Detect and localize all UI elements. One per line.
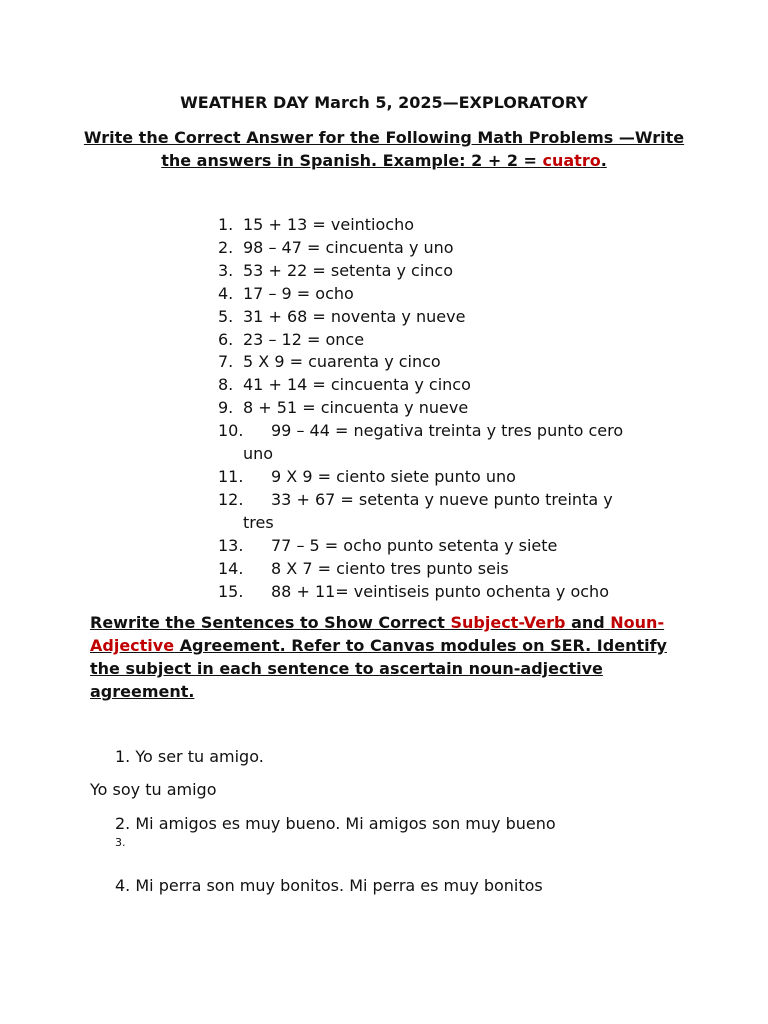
item-number: 4. — [218, 283, 234, 303]
math-instructions-text: Write the Correct Answer for the Following Math Problems —Write the answers in Spanish. Example: 2 + 2 = — [83, 128, 685, 170]
item-text: 15 + 13 = veintiocho — [243, 215, 415, 234]
sentence-instructions — [90, 611, 690, 703]
item-text: 77 – 5 = ocho punto setenta y siete — [271, 535, 558, 555]
list-item — [218, 351, 688, 374]
item-text: 23 – 12 = once — [243, 329, 365, 349]
item-number: 5. — [218, 306, 234, 326]
item-number: 8. — [218, 375, 234, 395]
list-item — [218, 306, 688, 329]
list-item — [218, 420, 688, 466]
item-text: 5 X 9 = cuarenta y cinco — [243, 352, 441, 372]
sentence-instructions-and: and — [565, 613, 611, 632]
list-item — [218, 329, 688, 352]
item-number: 1. — [218, 215, 234, 234]
math-problem-list — [218, 214, 688, 603]
item-text: 31 + 68 = noventa y nueve — [243, 306, 466, 326]
list-item — [218, 397, 688, 420]
noun-adjective-term: Noun-Adjective — [90, 613, 665, 655]
item-text: 33 + 67 = setenta y nueve punto treinta y — [271, 489, 613, 509]
sentence-1: 1. Yo ser tu amigo. — [115, 747, 264, 766]
sentence-2: 2. Mi amigos es muy bueno. Mi amigos son muy bueno — [115, 814, 556, 833]
answer-1: Yo soy tu amigo — [90, 780, 217, 799]
list-item — [218, 581, 688, 604]
sentence-3: 3. — [115, 836, 126, 849]
sentence-instructions-text: Rewrite the Sentences to Show Correct — [90, 613, 451, 632]
item-number: 11. — [218, 466, 244, 486]
item-number: 13. — [218, 535, 244, 555]
item-number: 3. — [218, 260, 234, 280]
list-item — [218, 260, 688, 283]
item-text: 98 – 47 = cincuenta y uno — [243, 237, 454, 257]
list-item — [218, 374, 688, 397]
item-text: 8 X 7 = ciento tres punto seis — [271, 558, 509, 578]
list-item — [218, 283, 688, 306]
item-text-continued: uno — [243, 444, 274, 464]
item-number: 15. — [218, 581, 244, 601]
item-text: 8 + 51 = cincuenta y nueve — [243, 398, 469, 418]
item-text: 17 – 9 = ocho — [243, 283, 354, 303]
list-item — [218, 535, 688, 558]
item-text: 88 + 11= veintiseis punto ochenta y ocho — [271, 581, 609, 601]
list-item — [218, 466, 688, 489]
item-number: 10. — [218, 421, 244, 441]
item-text-continued: tres — [243, 512, 274, 532]
item-number: 9. — [218, 398, 234, 418]
item-number: 2. — [218, 237, 234, 257]
item-text: 99 – 44 = negativa treinta y tres punto cero — [271, 421, 624, 441]
sentence-instructions-rest: Agreement. Refer to Canvas modules on SER. Identify the subject in each sentence to ascertain noun-adjective agreement. — [90, 636, 667, 701]
item-text: 9 X 9 = ciento siete punto uno — [271, 466, 516, 486]
list-item — [218, 489, 688, 535]
item-number: 6. — [218, 329, 234, 349]
item-text: 53 + 22 = setenta y cinco — [243, 260, 453, 280]
example-answer: cuatro — [542, 151, 601, 170]
subject-verb-term: Subject-Verb — [450, 613, 566, 632]
list-item — [218, 558, 688, 581]
math-instructions — [80, 126, 688, 172]
math-instructions-end: . — [600, 151, 607, 170]
list-item — [218, 214, 688, 237]
item-number: 14. — [218, 558, 244, 578]
list-item — [218, 237, 688, 260]
item-number: 12. — [218, 489, 244, 509]
page-title: WEATHER DAY March 5, 2025—EXPLORATORY — [180, 93, 588, 112]
item-text: 41 + 14 = cincuenta y cinco — [243, 375, 471, 395]
sentence-4: 4. Mi perra son muy bonitos. Mi perra es muy bonitos — [115, 876, 543, 895]
item-number: 7. — [218, 352, 234, 372]
